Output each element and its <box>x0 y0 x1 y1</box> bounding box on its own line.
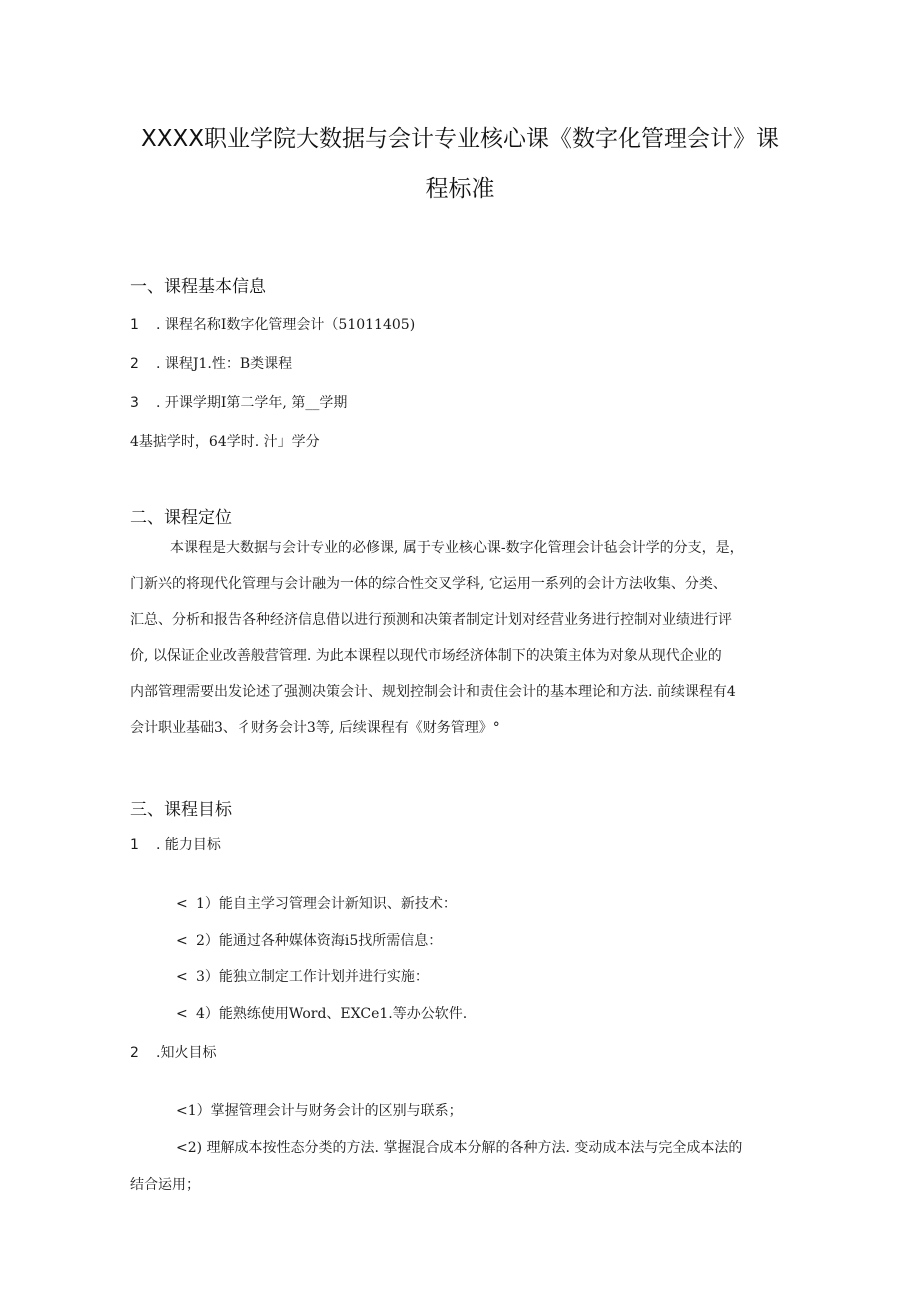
item-text: 1）能自主学习管理会计新知识、新技术： <box>196 896 457 912</box>
basic-info-item <box>130 353 292 373</box>
objective-subheading-ability <box>130 834 221 854</box>
paragraph-line: 汇总、分析和报告各种经济信息借以进行预测和决策者制定计划对经营业务进行控制对业绩进行评 <box>130 612 732 628</box>
bullet-marker: < <box>176 933 188 949</box>
paragraph-line: 内部管理需要出发论述了强测决策会计、规划控制会计和责住会计的基本理论和方法. 前续课程有4 <box>130 684 736 700</box>
item-text: . 开课学期I第二学年, 第__学期 <box>156 395 348 411</box>
item-text: .知火目标 <box>156 1045 217 1061</box>
ability-item <box>176 1003 467 1023</box>
section-heading-positioning: 二、课程定位 <box>130 508 232 528</box>
ability-item <box>176 930 442 950</box>
ability-item <box>176 966 429 986</box>
item-number: 2 <box>130 1045 139 1061</box>
paragraph-line: 门新兴的将现代化管理与会计融为一体的综合性交叉学科, 它运用一系列的会计方法收集、分类、 <box>130 576 727 592</box>
item-number: 1 <box>130 317 139 333</box>
ability-item <box>176 893 457 913</box>
basic-info-item <box>130 392 347 412</box>
document-title-line-1: XXXX职业学院大数据与会计专业核心课《数字化管理会计》课 <box>140 126 780 152</box>
item-text: 3）能独立制定工作计划并进行实施： <box>196 969 429 985</box>
bullet-marker: < <box>176 1006 188 1022</box>
knowledge-item: <1）掌握管理会计与财务会计的区别与联系； <box>176 1103 463 1119</box>
paragraph-line: 本课程是大数据与会计专业的必修课, 属于专业核心课-数字化管理会计毡会计学的分支，是， <box>170 540 744 556</box>
item-number: 2 <box>130 356 139 372</box>
item-number: 1 <box>130 837 139 853</box>
bullet-marker: < <box>176 896 188 912</box>
positioning-paragraph <box>130 534 800 750</box>
item-text: 2）能通过各种媒体资海i5找所需信息： <box>196 933 443 949</box>
knowledge-item: <2) 理解成本按性态分类的方法. 掌握混合成本分解的各种方法. 变动成本法与完全成本法的 <box>176 1140 743 1156</box>
bullet-marker: < <box>176 969 188 985</box>
section-heading-basic-info: 一、课程基本信息 <box>130 277 266 297</box>
item-text: . 课程J1.性：B类课程 <box>156 356 293 372</box>
knowledge-item-continuation: 结合运用； <box>130 1177 200 1193</box>
item-number: 3 <box>130 395 139 411</box>
document-title-line-2: 程标准 <box>425 176 495 202</box>
basic-info-item <box>130 431 320 451</box>
paragraph-line: 会计职业基础3、彳财务会计3等, 后续课程有《财务管理》° <box>130 720 500 736</box>
section-heading-objectives: 三、课程目标 <box>130 800 232 820</box>
item-text: 4）能熟练使用Word、EXCe1.等办公软件. <box>196 1006 468 1022</box>
paragraph-line: 价, 以保证企业改善般营管理. 为此本课程以现代市场经济体制下的决策主体为对象从现代企业的 <box>130 648 722 664</box>
item-text: 4基掂学时，64学时. 汁」学分 <box>130 434 320 450</box>
basic-info-item <box>130 314 415 334</box>
item-text: . 能力目标 <box>156 837 221 853</box>
objective-subheading-knowledge <box>130 1042 216 1062</box>
item-text: . 课程名称I数字化管理会计（51011405) <box>156 317 416 333</box>
